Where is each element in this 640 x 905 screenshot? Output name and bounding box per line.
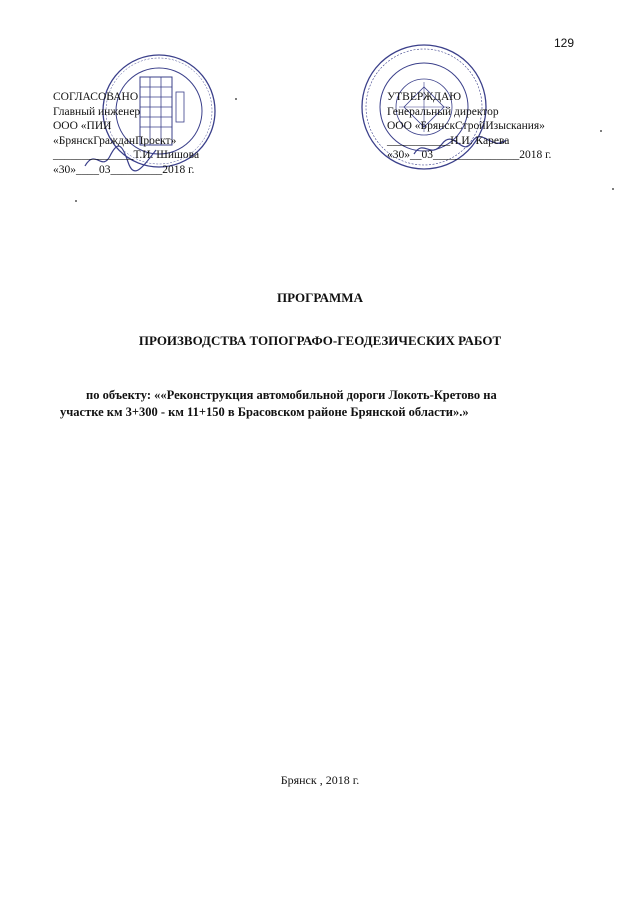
signatory-name: Н.И. Карева <box>450 134 510 147</box>
date-year: 2018 г. <box>162 163 195 176</box>
date-month: 03 <box>421 149 433 161</box>
date-month: 03 <box>99 163 111 176</box>
approval-date: «30»__03_______________2018 г. <box>387 149 552 161</box>
date-day: «30» <box>387 149 410 161</box>
approval-block-approved <box>387 90 551 163</box>
approved-heading: УТВЕРЖДАЮ <box>387 91 462 103</box>
scan-speck <box>612 188 614 190</box>
organization-name-continued: «БрянскГражданПроект» <box>53 134 177 147</box>
page-number: 129 <box>554 36 575 50</box>
signatory-name: Т.И. Шишова <box>133 149 200 161</box>
scan-speck <box>600 130 602 132</box>
chief-engineer-title: Главный инженер <box>53 105 141 118</box>
scan-speck <box>75 200 77 202</box>
signatory-line: ______________Т.И. Шишова <box>53 149 200 161</box>
city-year: Брянск , 2018 г. <box>280 773 360 787</box>
approval-block-agreed <box>53 90 199 177</box>
director-title: Генеральный директор <box>387 105 499 118</box>
approval-date: «30»____03_________2018 г. <box>53 163 195 176</box>
object-line-1: по объекту: ««Реконструкция автомобильной дороги Локоть-Кретово на <box>86 388 497 402</box>
document-subtitle: ПРОИЗВОДСТВА ТОПОГРАФО-ГЕОДЕЗИЧЕСКИХ РАБОТ <box>138 333 502 348</box>
date-year: 2018 г. <box>519 149 552 161</box>
signatory-line: ___________Н.И. Карева <box>387 134 510 147</box>
object-line-2: участке км 3+300 - км 11+150 в Брасовском районе Брянской области».» <box>60 405 469 419</box>
document-title: ПРОГРАММА <box>277 290 363 305</box>
object-description <box>60 387 580 421</box>
date-day: «30» <box>53 163 76 176</box>
scan-speck <box>235 98 237 100</box>
agreed-heading: СОГЛАСОВАНО <box>53 91 139 103</box>
organization-name: ООО «БрянскСтройИзыскания» <box>387 120 545 132</box>
organization-name: ООО «ПИИ <box>53 120 112 132</box>
